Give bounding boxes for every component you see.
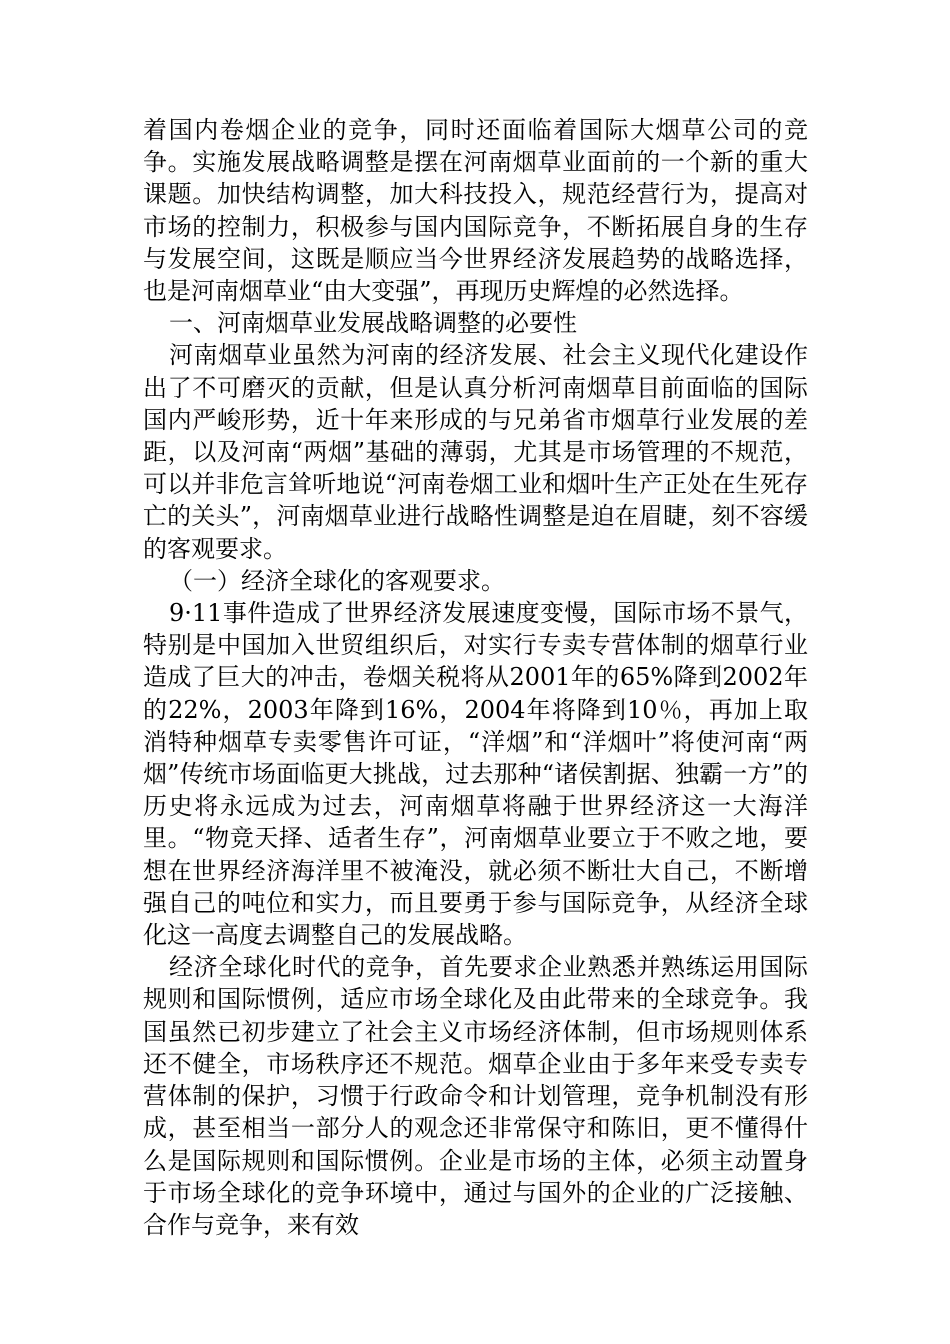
paragraph-section-body: 河南烟草业虽然为河南的经济发展、社会主义现代化建设作出了不可磨灭的贡献，但是认真分析河南烟草目前面临的国际国内严峻形势，近十年来形成的与兄弟省市烟草行业发展的差距，以及河南“两烟”基础的薄弱，尤其是市场管理的不规范，可以并非危言耸听地说“河南卷烟工业和烟叶生产正处在生死存亡的关头”，河南烟草业进行战略性调整是迫在眉睫，刻不容缓的客观要求。: [143, 341, 808, 563]
subsection-heading: （一）经济全球化的客观要求。: [169, 566, 505, 595]
body-text: [143, 114, 808, 1241]
section-heading: 一、河南烟草业发展战略调整的必要性: [169, 309, 577, 338]
paragraph-subsection-body-a: 9·11事件造成了世界经济发展速度变慢，国际市场不景气，特别是中国加入世贸组织后，对实行专卖专营体制的烟草行业造成了巨大的冲击，卷烟关税将从2001年的65%降到2002年的22%，2003年降到16%，2004年将降到10％，再加上取消特种烟草专卖零售许可证，“洋烟”和“洋烟叶”将使河南“两烟”传统市场面临更大挑战，过去那种“诸侯割据、独霸一方”的历史将永远成为过去，河南烟草将融于世界经济这一大海洋里。“物竞天择、适者生存”，河南烟草业要立于不败之地，要想在世界经济海洋里不被淹没，就必须不断壮大自己，不断增强自己的吨位和实力，而且要勇于参与国际竞争，从经济全球化这一高度去调整自己的发展战略。: [143, 599, 808, 950]
paragraph-subsection-body-b: 经济全球化时代的竞争，首先要求企业熟悉并熟练运用国际规则和国际惯例，适应市场全球化及由此带来的全球竞争。我国虽然已初步建立了社会主义市场经济体制，但市场规则体系还不健全，市场秩序还不规范。烟草企业由于多年来受专卖专营体制的保护，习惯于行政命令和计划管理，竞争机制没有形成，甚至相当一部分人的观念还非常保守和陈旧，更不懂得什么是国际规则和国际惯例。企业是市场的主体，必须主动置身于市场全球化的竞争环境中，通过与国外的企业的广泛接触、合作与竞争，来有效: [143, 953, 808, 1239]
paragraph-intro-continuation: 着国内卷烟企业的竞争，同时还面临着国际大烟草公司的竞争。实施发展战略调整是摆在河南烟草业面前的一个新的重大课题。加快结构调整，加大科技投入，规范经营行为，提高对市场的控制力，积极参与国内国际竞争，不断拓展自身的生存与发展空间，这既是顺应当今世界经济发展趋势的战略选择，也是河南烟草业“由大变强”，再现历史辉煌的必然选择。: [143, 116, 808, 306]
